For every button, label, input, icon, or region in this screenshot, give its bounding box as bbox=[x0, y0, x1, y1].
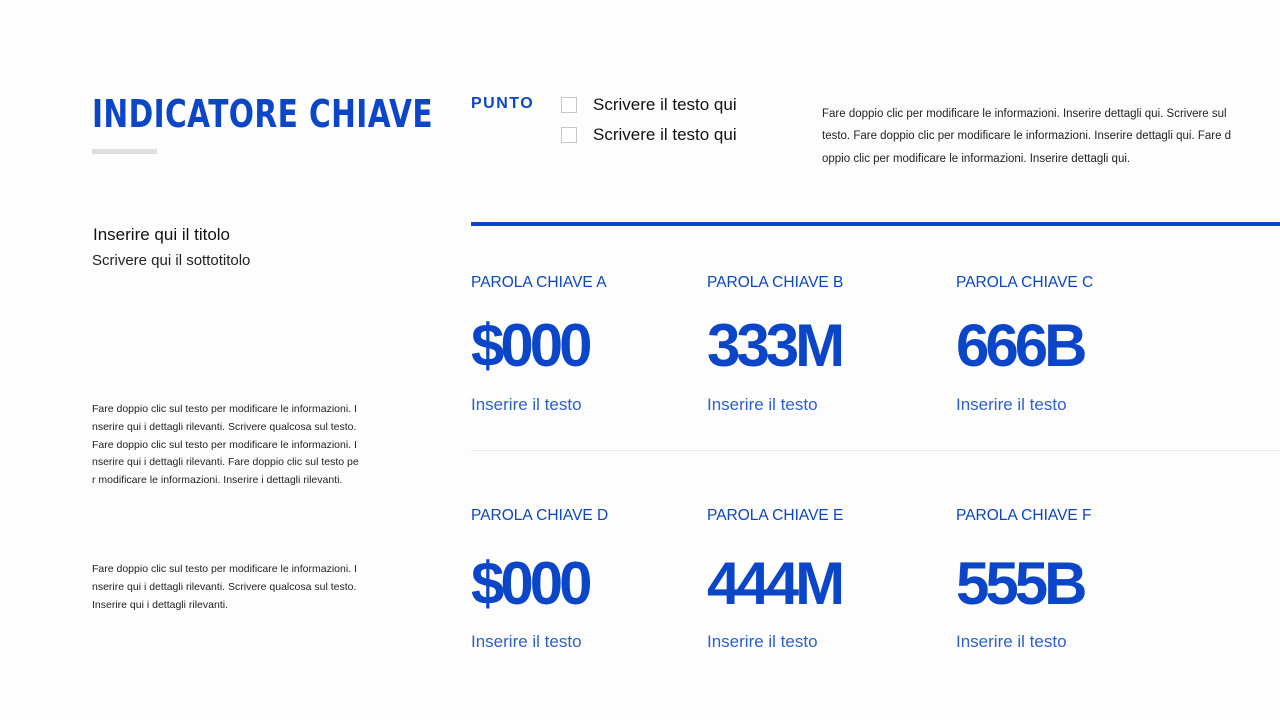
checkbox-icon[interactable] bbox=[561, 97, 577, 113]
kpi-value-d: $000 bbox=[471, 550, 589, 617]
checklist-item-1[interactable] bbox=[561, 95, 737, 115]
kpi-sub-f[interactable]: Inserire il testo bbox=[956, 632, 1067, 651]
title-underline bbox=[92, 149, 157, 154]
description-text[interactable]: Fare doppio clic per modificare le informazioni. Inserire dettagli qui. Scrivere sul testo. Fare doppio clic per modificare le informazioni. Inserire dettagli qui. Fare doppio clic per modificare le informazioni. Inserire dettagli qui. bbox=[822, 108, 1232, 165]
kpi-label-f: PAROLA CHIAVE F bbox=[956, 507, 1092, 524]
kpi-sub-e[interactable]: Inserire il testo bbox=[707, 632, 818, 651]
kpi-sub-b[interactable]: Inserire il testo bbox=[707, 395, 818, 414]
kpi-value-a: $000 bbox=[471, 312, 589, 379]
checklist-item-2[interactable] bbox=[561, 125, 737, 145]
kpi-sub-c[interactable]: Inserire il testo bbox=[956, 395, 1067, 414]
checkbox-icon[interactable] bbox=[561, 127, 577, 143]
row-divider bbox=[471, 450, 1280, 451]
kpi-value-f: 555B bbox=[956, 550, 1084, 617]
punto-label: PUNTO bbox=[471, 95, 535, 112]
page-title: INDICATORE CHIAVE bbox=[92, 92, 433, 136]
accent-divider bbox=[471, 222, 1280, 226]
body-paragraph-1[interactable]: Fare doppio clic sul testo per modificare le informazioni. Inserire qui i dettagli rilevanti. Scrivere qualcosa sul testo. Fare doppio clic sul testo per modificare le informazioni. Inserire qui i dettagli rilevanti. Fare doppio clic sul testo per modificare le informazioni. Inserire i dettagli rilevanti. bbox=[92, 403, 359, 487]
kpi-label-c: PAROLA CHIAVE C bbox=[956, 274, 1094, 291]
kpi-sub-a[interactable]: Inserire il testo bbox=[471, 395, 582, 414]
kpi-value-e: 444M bbox=[707, 550, 842, 617]
body-paragraph-2[interactable]: Fare doppio clic sul testo per modificare le informazioni. Inserire qui i dettagli rilevanti. Scrivere qualcosa sul testo. Inserire qui i dettagli rilevanti. bbox=[92, 563, 357, 611]
kpi-value-c: 666B bbox=[956, 312, 1084, 379]
kpi-label-a: PAROLA CHIAVE A bbox=[471, 274, 607, 291]
kpi-label-d: PAROLA CHIAVE D bbox=[471, 507, 609, 524]
checklist-text: Scrivere il testo qui bbox=[593, 95, 737, 114]
kpi-value-b: 333M bbox=[707, 312, 842, 379]
kpi-label-b: PAROLA CHIAVE B bbox=[707, 274, 844, 291]
section-subtitle[interactable]: Scrivere qui il sottotitolo bbox=[92, 252, 251, 269]
checklist-text: Scrivere il testo qui bbox=[593, 125, 737, 144]
section-title[interactable]: Inserire qui il titolo bbox=[93, 225, 231, 244]
kpi-label-e: PAROLA CHIAVE E bbox=[707, 507, 844, 524]
kpi-sub-d[interactable]: Inserire il testo bbox=[471, 632, 582, 651]
